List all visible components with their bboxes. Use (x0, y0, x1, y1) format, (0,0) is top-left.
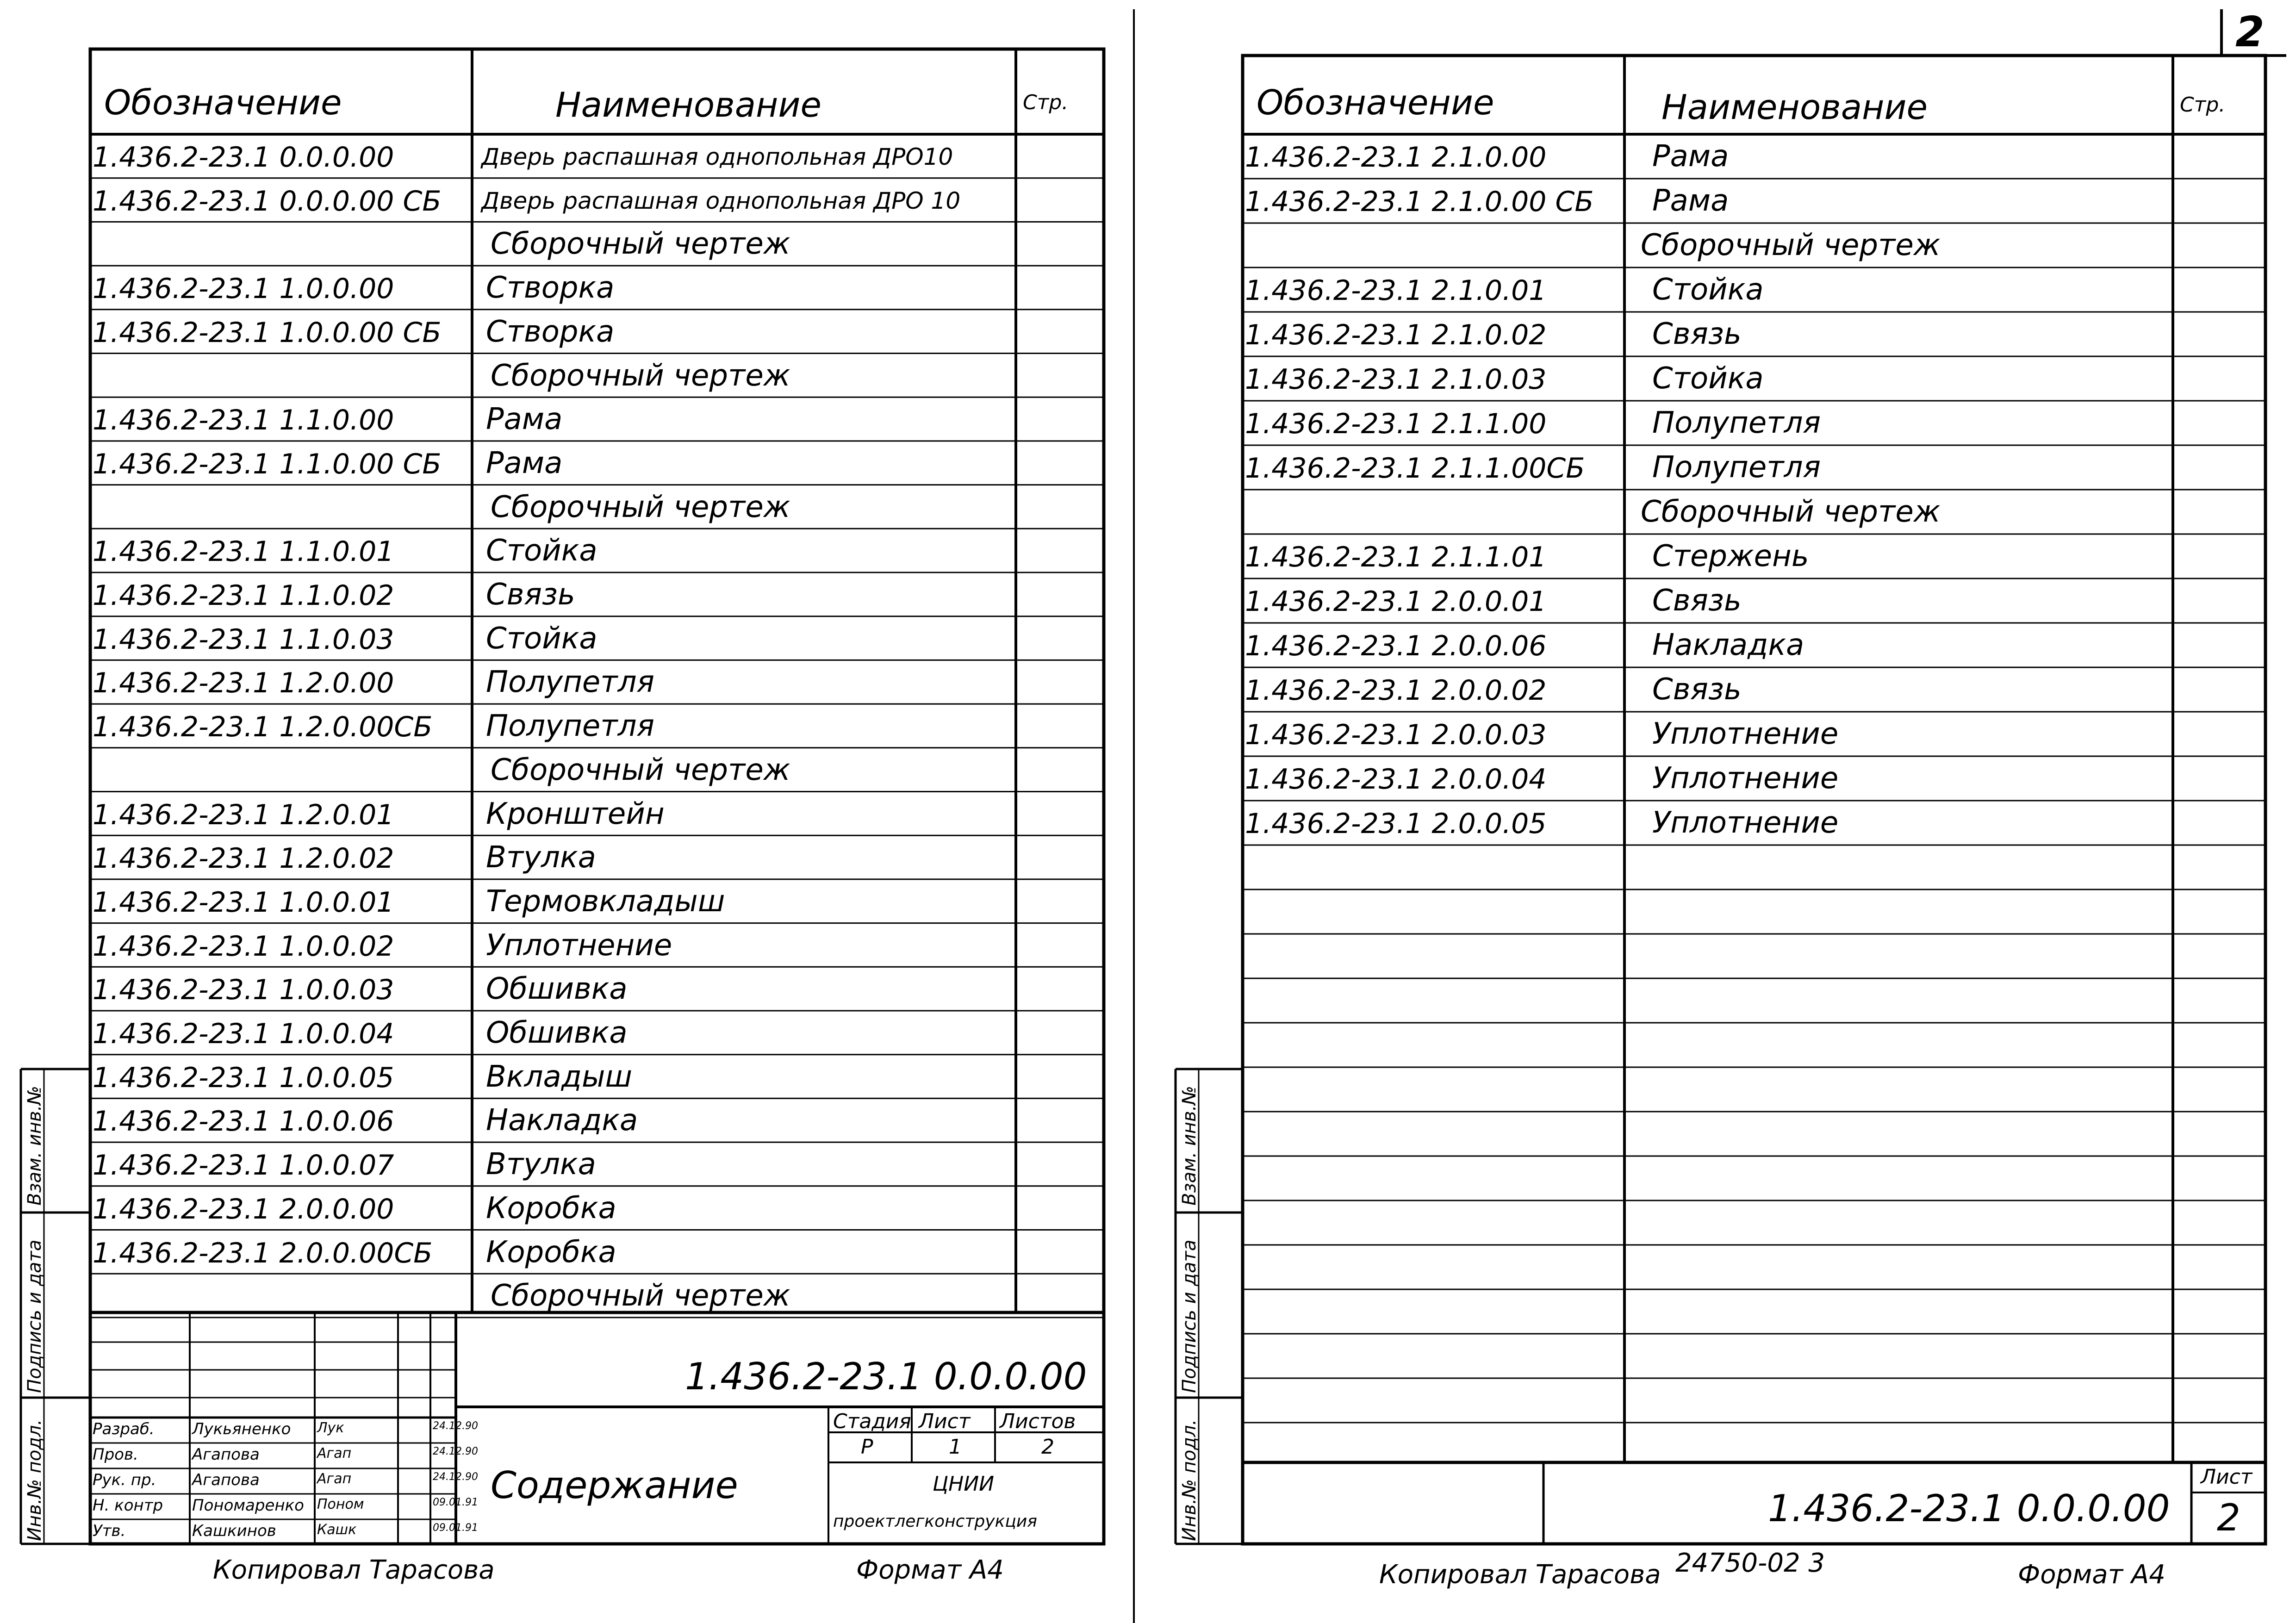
row-name: Обшивка (486, 1016, 628, 1050)
row-designation: 1.436.2-23.1 2.1.1.00 (1245, 408, 1547, 440)
row-name: Втулка (486, 840, 596, 875)
row-name: Термовкладыш (486, 884, 725, 919)
row-designation: 1.436.2-23.1 0.0.0.00 СБ (93, 185, 442, 218)
row-designation: 1.436.2-23.1 1.2.0.02 (93, 842, 394, 875)
row-name: Стойка (1652, 361, 1764, 396)
signature-date: 09.01.91 (433, 1497, 478, 1508)
row-designation: 1.436.2-23.1 2.0.0.04 (1245, 763, 1547, 796)
row-name: Связь (1652, 584, 1742, 618)
row-designation: 1.436.2-23.1 2.0.0.02 (1245, 674, 1547, 707)
row-designation: 1.436.2-23.1 2.0.0.05 (1245, 808, 1547, 840)
row-name: Сборочный чертеж (491, 490, 790, 524)
row-name: Обшивка (486, 972, 628, 1007)
row-name: Стойка (486, 534, 597, 568)
row-designation: 1.436.2-23.1 1.1.0.01 (93, 535, 394, 568)
header-page-2: Стр. (2180, 93, 2226, 117)
row-designation: 1.436.2-23.1 2.1.1.00СБ (1245, 452, 1585, 485)
copied-by-2: Копировал Тарасова (1379, 1560, 1661, 1590)
sheet-value: 1 (949, 1435, 962, 1459)
row-name: Сборочный чертеж (491, 1279, 790, 1313)
sheet2-sheet-number: 2 (2217, 1496, 2240, 1539)
row-name: Стойка (486, 621, 597, 656)
signature-role: Разраб. (93, 1420, 155, 1438)
signature-date: 24.12.90 (433, 1420, 478, 1432)
header-designation: Обозначение (104, 83, 342, 123)
org-line1: ЦНИИ (933, 1472, 995, 1496)
format-label: Формат А4 (856, 1555, 1004, 1585)
row-designation: 1.436.2-23.1 1.1.0.03 (93, 623, 394, 656)
row-name: Вкладыш (486, 1059, 633, 1094)
format-label-2: Формат А4 (2018, 1560, 2165, 1590)
row-designation: 1.436.2-23.1 1.0.0.00 (93, 273, 394, 305)
row-name: Рама (1652, 139, 1729, 174)
signature-sign: Кашк (317, 1522, 357, 1538)
row-name: Связь (486, 578, 575, 612)
signature-name: Лукьяненко (192, 1420, 291, 1438)
row-designation: 1.436.2-23.1 1.0.0.01 (93, 886, 394, 919)
sheet2-sheet-label: Лист (2201, 1465, 2252, 1489)
row-designation: 1.436.2-23.1 1.0.0.04 (93, 1018, 394, 1050)
row-designation: 1.436.2-23.1 2.0.0.01 (1245, 585, 1547, 618)
row-name: Полупетля (486, 665, 654, 700)
org-line2: проектлегконструкция (833, 1512, 1037, 1531)
signature-role: Н. контр (93, 1496, 163, 1515)
side-label-sign-date-2: Подпись и дата (1179, 1239, 1200, 1393)
row-name: Уплотнение (486, 928, 672, 963)
row-name: Дверь распашная однопольная ДРО10 (481, 143, 953, 170)
row-designation: 1.436.2-23.1 2.0.0.06 (1245, 630, 1547, 662)
side-label-vzam: Взам. инв.№ (24, 1086, 45, 1206)
row-name: Стержень (1652, 539, 1809, 573)
signature-name: Пономаренко (192, 1496, 304, 1515)
row-name: Уплотнение (1652, 761, 1839, 796)
sheet2-doc-code: 1.436.2-23.1 0.0.0.00 (1768, 1487, 2170, 1530)
row-designation: 1.436.2-23.1 2.1.0.02 (1245, 319, 1547, 351)
row-name: Уплотнение (1652, 717, 1839, 751)
sheet-label: Лист (919, 1410, 971, 1433)
header-designation-2: Обозначение (1257, 83, 1494, 123)
row-name: Уплотнение (1652, 806, 1839, 840)
row-designation: 1.436.2-23.1 2.0.0.00 (93, 1193, 394, 1225)
row-name: Полупетля (1652, 450, 1821, 485)
row-name: Связь (1652, 672, 1742, 707)
row-designation: 1.436.2-23.1 2.1.0.03 (1245, 363, 1547, 396)
signature-date: 09.01.91 (433, 1522, 478, 1534)
row-designation: 1.436.2-23.1 2.0.0.00СБ (93, 1237, 433, 1269)
row-name: Рама (486, 446, 563, 480)
copied-by: Копировал Тарасова (213, 1555, 495, 1585)
row-designation: 1.436.2-23.1 1.2.0.00 (93, 667, 394, 700)
row-name: Накладка (486, 1103, 638, 1138)
header-page: Стр. (1023, 91, 1069, 114)
row-designation: 1.436.2-23.1 2.1.1.01 (1245, 541, 1547, 573)
row-designation: 1.436.2-23.1 0.0.0.00 (93, 141, 394, 174)
stage-label: Стадия (833, 1410, 911, 1433)
row-name: Накладка (1652, 628, 1804, 662)
signature-role: Утв. (93, 1522, 126, 1540)
corner-page-number: 2 (2235, 8, 2265, 56)
row-name: Рама (486, 402, 563, 437)
row-name: Связь (1652, 317, 1742, 351)
row-name: Полупетля (1652, 406, 1821, 440)
signature-sign: Лук (317, 1420, 344, 1436)
side-label-inv: Инв.№ подл. (24, 1419, 45, 1541)
header-name: Наименование (555, 85, 822, 125)
stage-value: Р (861, 1435, 873, 1459)
row-designation: 1.436.2-23.1 1.0.0.02 (93, 930, 394, 963)
row-designation: 1.436.2-23.1 1.1.0.00 (93, 404, 394, 437)
row-designation: 1.436.2-23.1 1.2.0.01 (93, 798, 394, 831)
row-designation: 1.436.2-23.1 1.0.0.00 СБ (93, 316, 442, 349)
signature-role: Пров. (93, 1445, 138, 1464)
row-name: Коробка (486, 1235, 616, 1269)
sheets-value: 2 (1041, 1435, 1054, 1459)
row-name: Кронштейн (486, 796, 665, 831)
signature-date: 24.12.90 (433, 1471, 478, 1483)
archive-number: 24750-02 3 (1675, 1548, 1825, 1578)
row-name: Сборочный чертеж (491, 227, 790, 261)
sheets-label: Листов (1000, 1410, 1076, 1433)
row-name: Коробка (486, 1191, 616, 1225)
signature-sign: Агап (317, 1471, 352, 1487)
row-name: Стойка (1652, 273, 1764, 307)
signature-name: Агапова (192, 1471, 260, 1489)
row-designation: 1.436.2-23.1 2.1.0.00 (1245, 141, 1547, 174)
row-name: Створка (486, 271, 615, 305)
signature-date: 24.12.90 (433, 1446, 478, 1457)
signature-name: Агапова (192, 1445, 260, 1464)
row-name: Сборочный чертеж (491, 358, 790, 393)
side-label-vzam-2: Взам. инв.№ (1179, 1086, 1200, 1206)
title-block-doc-code: 1.436.2-23.1 0.0.0.00 (685, 1355, 1087, 1398)
row-name: Створка (486, 314, 615, 349)
row-name: Полупетля (486, 709, 654, 744)
row-designation: 1.436.2-23.1 1.0.0.07 (93, 1149, 394, 1182)
signature-name: Кашкинов (192, 1522, 276, 1540)
row-name: Сборочный чертеж (1641, 495, 1941, 529)
side-label-inv-2: Инв.№ подл. (1179, 1419, 1200, 1541)
row-designation: 1.436.2-23.1 1.1.0.02 (93, 579, 394, 612)
row-designation: 1.436.2-23.1 1.2.0.00СБ (93, 711, 433, 744)
row-designation: 1.436.2-23.1 2.0.0.03 (1245, 719, 1547, 751)
row-name: Сборочный чертеж (1641, 228, 1941, 262)
row-designation: 1.436.2-23.1 1.0.0.06 (93, 1105, 394, 1138)
row-name: Дверь распашная однопольная ДРО 10 (481, 187, 961, 214)
row-name: Сборочный чертеж (491, 752, 790, 787)
title-block-title: Содержание (491, 1464, 738, 1507)
row-designation: 1.436.2-23.1 2.1.0.00 СБ (1245, 186, 1594, 218)
side-label-sign-date: Подпись и дата (24, 1239, 45, 1393)
row-designation: 1.436.2-23.1 1.0.0.03 (93, 974, 394, 1007)
row-designation: 1.436.2-23.1 1.0.0.05 (93, 1061, 394, 1094)
signature-role: Рук. пр. (93, 1471, 156, 1489)
row-name: Рама (1652, 184, 1729, 218)
signature-sign: Поном (317, 1496, 364, 1512)
row-designation: 1.436.2-23.1 2.1.0.01 (1245, 274, 1547, 307)
signature-sign: Агап (317, 1445, 352, 1461)
header-name-2: Наименование (1661, 87, 1928, 127)
row-name: Втулка (486, 1147, 596, 1182)
row-designation: 1.436.2-23.1 1.1.0.00 СБ (93, 448, 442, 480)
